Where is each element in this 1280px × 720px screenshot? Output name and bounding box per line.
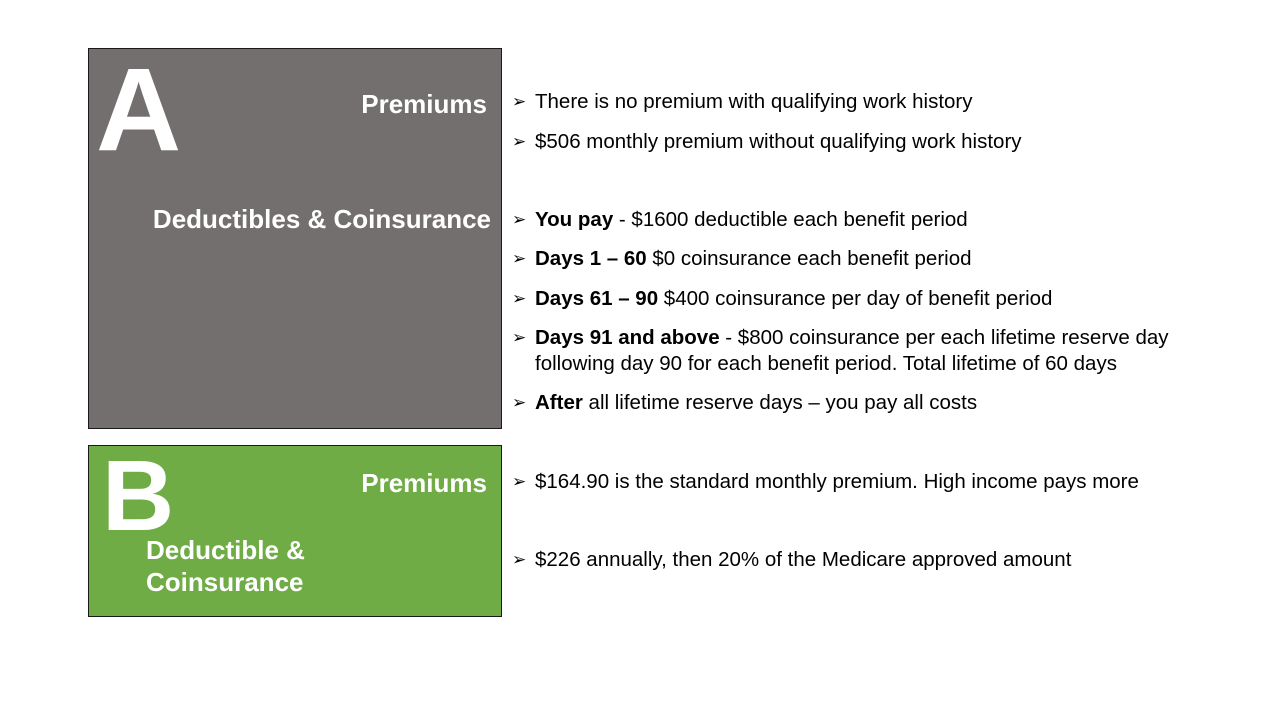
list-item bbox=[512, 390, 977, 416]
bullet-bold-text: Days 91 and above bbox=[535, 326, 720, 349]
part-a-premiums-label: Premiums bbox=[361, 89, 487, 119]
bullet-text: There is no premium with qualifying work history bbox=[535, 90, 973, 113]
part-b-deductible-label-line1: Deductible & bbox=[146, 535, 305, 565]
arrow-bullet-icon: ➢ bbox=[512, 132, 527, 151]
part-a-letter: A bbox=[96, 44, 182, 176]
bullet-bold-text: Days 61 – 90 bbox=[535, 287, 659, 310]
bullet-text: - $800 coinsurance per each lifetime reserve day bbox=[719, 326, 1169, 349]
arrow-bullet-icon: ➢ bbox=[512, 393, 527, 412]
list-item bbox=[512, 286, 1052, 312]
list-item bbox=[512, 325, 1169, 377]
list-item bbox=[512, 207, 968, 233]
part-a-panel bbox=[88, 44, 502, 429]
arrow-bullet-icon: ➢ bbox=[512, 92, 527, 111]
list-item bbox=[512, 246, 972, 272]
list-item bbox=[512, 547, 1071, 573]
part-b-letter: B bbox=[102, 440, 175, 552]
arrow-bullet-icon: ➢ bbox=[512, 550, 527, 569]
list-item bbox=[512, 469, 1139, 495]
arrow-bullet-icon: ➢ bbox=[512, 249, 527, 268]
bullet-text-continued: following day 90 for each benefit period. Total lifetime of 60 days bbox=[535, 352, 1117, 375]
bullet-text: $506 monthly premium without qualifying work history bbox=[535, 130, 1022, 153]
bullet-text: $400 coinsurance per day of benefit period bbox=[658, 287, 1053, 310]
list-item bbox=[512, 89, 973, 115]
bullet-text: $0 coinsurance each benefit period bbox=[646, 247, 972, 270]
bullet-text: all lifetime reserve days – you pay all costs bbox=[582, 391, 978, 414]
arrow-bullet-icon: ➢ bbox=[512, 210, 527, 229]
arrow-bullet-icon: ➢ bbox=[512, 328, 527, 347]
arrow-bullet-icon: ➢ bbox=[512, 472, 527, 491]
part-b-panel bbox=[88, 440, 502, 617]
bullet-text: - $1600 deductible each benefit period bbox=[613, 208, 968, 231]
part-b-deductible-label bbox=[146, 534, 305, 598]
part-b-deductible-label-line2: Coinsurance bbox=[146, 567, 304, 597]
list-item bbox=[512, 129, 1022, 155]
bullet-bold-text: Days 1 – 60 bbox=[535, 247, 647, 270]
part-a-deductibles-label: Deductibles & Coinsurance bbox=[152, 204, 491, 234]
bullet-bold-text: After bbox=[535, 391, 583, 414]
part-b-premiums-label: Premiums bbox=[361, 468, 487, 498]
bullet-bold-text: You pay bbox=[535, 208, 614, 231]
bullet-text: $164.90 is the standard monthly premium. High income pays more bbox=[535, 470, 1139, 493]
arrow-bullet-icon: ➢ bbox=[512, 289, 527, 308]
bullet-text: $226 annually, then 20% of the Medicare approved amount bbox=[535, 548, 1072, 571]
